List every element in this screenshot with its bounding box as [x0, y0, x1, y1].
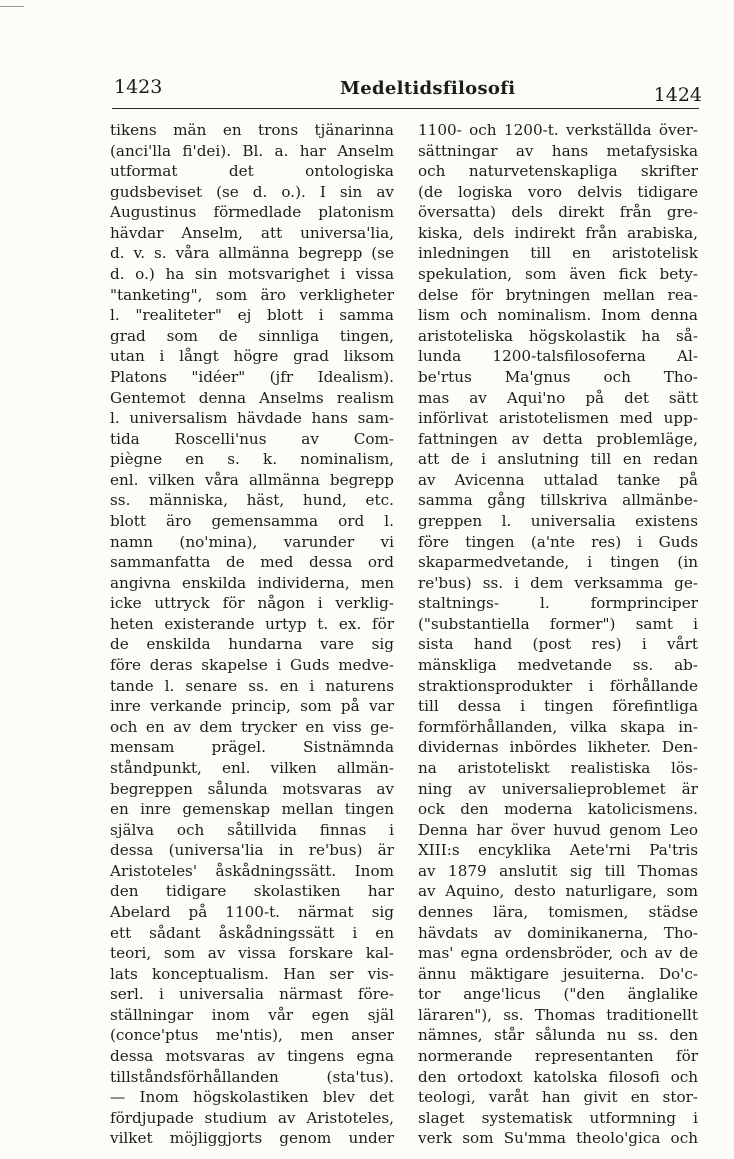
text-line: av Avicenna uttalad tanke på: [418, 470, 698, 489]
text-line: enl. vilken våra allmänna begrepp: [110, 470, 394, 489]
text-line: ("substantiella former") samt i: [418, 614, 698, 633]
text-line: l. universalism hävdade hans sam-: [110, 409, 394, 428]
text-line: heten existerande urtyp t. ex. för: [110, 614, 394, 633]
text-line: nämnes, står sålunda nu ss. den: [418, 1026, 698, 1045]
text-line: mas av Aqui'no på det sätt: [418, 388, 698, 407]
text-line: hävdats av dominikanerna, Tho-: [418, 923, 698, 942]
text-line: namn (no'mina), varunder vi: [110, 532, 394, 551]
text-line: kiska, dels indirekt från arabiska,: [418, 223, 698, 242]
text-line: vilket möjliggjorts genom under: [110, 1129, 394, 1148]
text-line: ställningar inom vår egen själ: [110, 1005, 394, 1024]
text-line: formförhållanden, vilka skapa in-: [418, 717, 698, 736]
text-line: spekulation, som även fick bety-: [418, 265, 698, 284]
text-line: 1100- och 1200-t. verkställda över-: [418, 121, 698, 139]
text-line: piègne en s. k. nominalism,: [110, 450, 394, 469]
right-column: [418, 120, 698, 1149]
scan-edge-mark: [0, 6, 24, 7]
text-line: delse för brytningen mellan rea-: [418, 285, 698, 304]
text-line: av 1879 anslutit sig till Thomas: [418, 861, 698, 880]
text-line: staltnings- l. formprinciper: [418, 594, 698, 613]
text-line: begreppen sålunda motsvaras av: [110, 779, 394, 798]
text-line: greppen l. universalia existens: [418, 511, 698, 530]
text-line: läraren"), ss. Thomas traditionellt: [418, 1005, 698, 1024]
text-line: Abelard på 1100-t. närmat sig: [110, 902, 394, 921]
text-line: fattningen av detta problemläge,: [418, 429, 698, 448]
text-line: angivna enskilda individerna, men: [110, 573, 394, 592]
text-line: tida Roscelli'nus av Com-: [110, 429, 394, 448]
text-line: mänskliga medvetande ss. ab-: [418, 656, 698, 675]
text-line: blott äro gemensamma ord l.: [110, 511, 394, 530]
text-line: tillståndsförhållanden (sta'tus).: [110, 1067, 394, 1086]
text-line: utan i långt högre grad liksom: [110, 347, 394, 366]
text-line: själva och såtillvida finnas i: [110, 820, 394, 839]
text-line: icke uttryck för någon i verklig-: [110, 594, 394, 613]
text-line: den tidigare skolastiken har: [110, 882, 394, 901]
text-line: skaparmedvetande, i tingen (in: [418, 553, 698, 572]
text-line: verk som Su'mma theolo'gica och: [418, 1129, 698, 1148]
text-line: och en av dem trycker en viss ge-: [110, 717, 394, 736]
text-line: ss. människa, häst, hund, etc.: [110, 491, 394, 510]
page-header: [110, 72, 710, 108]
text-line: dessa (universa'lia in re'bus) är: [110, 841, 394, 860]
text-line: — Inom högskolastiken blev det: [110, 1088, 394, 1107]
text-line: Denna har över huvud genom Leo: [418, 820, 698, 839]
text-line: slaget systematisk utformning i: [418, 1108, 698, 1127]
text-line: tande l. senare ss. en i naturens: [110, 676, 394, 695]
text-line: teori, som av vissa forskare kal-: [110, 944, 394, 963]
text-line: gudsbeviset (se d. o.). I sin av: [110, 182, 394, 201]
text-line: sammanfatta de med dessa ord: [110, 553, 394, 572]
text-line: den ortodoxt katolska filosofi och: [418, 1067, 698, 1086]
text-line: serl. i universalia närmast före-: [110, 985, 394, 1004]
text-line: inre verkande princip, som på var: [110, 697, 394, 716]
text-line: teologi, varåt han givit en stor-: [418, 1088, 698, 1107]
text-line: samma gång tillskriva allmänbe-: [418, 491, 698, 510]
text-line: (de logiska voro delvis tidigare: [418, 182, 698, 201]
text-line: lism och nominalism. Inom denna: [418, 306, 698, 325]
text-line: ock den moderna katolicismens.: [418, 800, 698, 819]
text-line: lunda 1200-talsfilosoferna Al-: [418, 347, 698, 366]
left-column: [110, 120, 394, 1149]
text-line: Gentemot denna Anselms realism: [110, 388, 394, 407]
text-line: sättningar av hans metafysiska: [418, 141, 698, 160]
page-number-left: 1423: [114, 76, 163, 98]
text-line: na aristoteliskt realistiska lös-: [418, 758, 698, 777]
text-line: sista hand (post res) i vårt: [418, 635, 698, 654]
text-line: mas' egna ordensbröder, och av de: [418, 944, 698, 963]
text-line: (conce'ptus me'ntis), men anser: [110, 1026, 394, 1045]
text-line: översatta) dels direkt från gre-: [418, 203, 698, 222]
text-line: före tingen (a'nte res) i Guds: [418, 532, 698, 551]
text-line: införlivat aristotelismen med upp-: [418, 409, 698, 428]
text-line: tikens män en trons tjänarinna: [110, 121, 394, 139]
text-line: grad som de sinnliga tingen,: [110, 326, 394, 345]
text-line: ning av universalieproblemet är: [418, 779, 698, 798]
text-line: dividernas inbördes likheter. Den-: [418, 738, 698, 757]
text-line: ståndpunkt, enl. vilken allmän-: [110, 758, 394, 777]
text-line: (anci'lla fi'dei). Bl. a. har Anselm: [110, 141, 394, 160]
header-rule: [112, 108, 699, 109]
running-title: Medeltidsfilosofi: [340, 78, 516, 99]
text-line: utformat det ontologiska: [110, 162, 394, 181]
text-line: och naturvetenskapliga skrifter: [418, 162, 698, 181]
text-line: dessa motsvaras av tingens egna: [110, 1047, 394, 1066]
text-line: aristoteliska högskolastik ha så-: [418, 326, 698, 345]
text-line: Aristoteles' åskådningssätt. Inom: [110, 861, 394, 880]
text-line: d. v. s. våra allmänna begrepp (se: [110, 244, 394, 263]
text-line: normerande representanten för: [418, 1047, 698, 1066]
text-line: re'bus) ss. i dem verksamma ge-: [418, 573, 698, 592]
text-line: tor ange'licus ("den änglalike: [418, 985, 698, 1004]
text-line: hävdar Anselm, att universa'lia,: [110, 223, 394, 242]
text-line: Platons "idéer" (jfr Idealism).: [110, 367, 394, 386]
text-line: en inre gemenskap mellan tingen: [110, 800, 394, 819]
text-line: fördjupade studium av Aristoteles,: [110, 1108, 394, 1127]
text-line: XIII:s encyklika Aete'rni Pa'tris: [418, 841, 698, 860]
text-line: d. o.) ha sin motsvarighet i vissa: [110, 265, 394, 284]
text-line: be'rtus Ma'gnus och Tho-: [418, 367, 698, 386]
text-line: lats konceptualism. Han ser vis-: [110, 964, 394, 983]
text-line: till dessa i tingen förefintliga: [418, 697, 698, 716]
text-line: ett sådant åskådningssätt i en: [110, 923, 394, 942]
text-line: före deras skapelse i Guds medve-: [110, 656, 394, 675]
text-line: straktionsprodukter i förhållande: [418, 676, 698, 695]
text-line: mensam prägel. Sistnämnda: [110, 738, 394, 757]
text-line: ännu mäktigare jesuiterna. Do'c-: [418, 964, 698, 983]
text-line: inledningen till en aristotelisk: [418, 244, 698, 263]
page-number-right: 1424: [653, 84, 702, 106]
text-line: Augustinus förmedlade platonism: [110, 203, 394, 222]
text-line: de enskilda hundarna vare sig: [110, 635, 394, 654]
text-line: av Aquino, desto naturligare, som: [418, 882, 698, 901]
text-line: att de i anslutning till en redan: [418, 450, 698, 469]
text-line: l. "realiteter" ej blott i samma: [110, 306, 394, 325]
text-line: "tanketing", som äro verkligheter: [110, 285, 394, 304]
text-line: dennes lära, tomismen, städse: [418, 902, 698, 921]
